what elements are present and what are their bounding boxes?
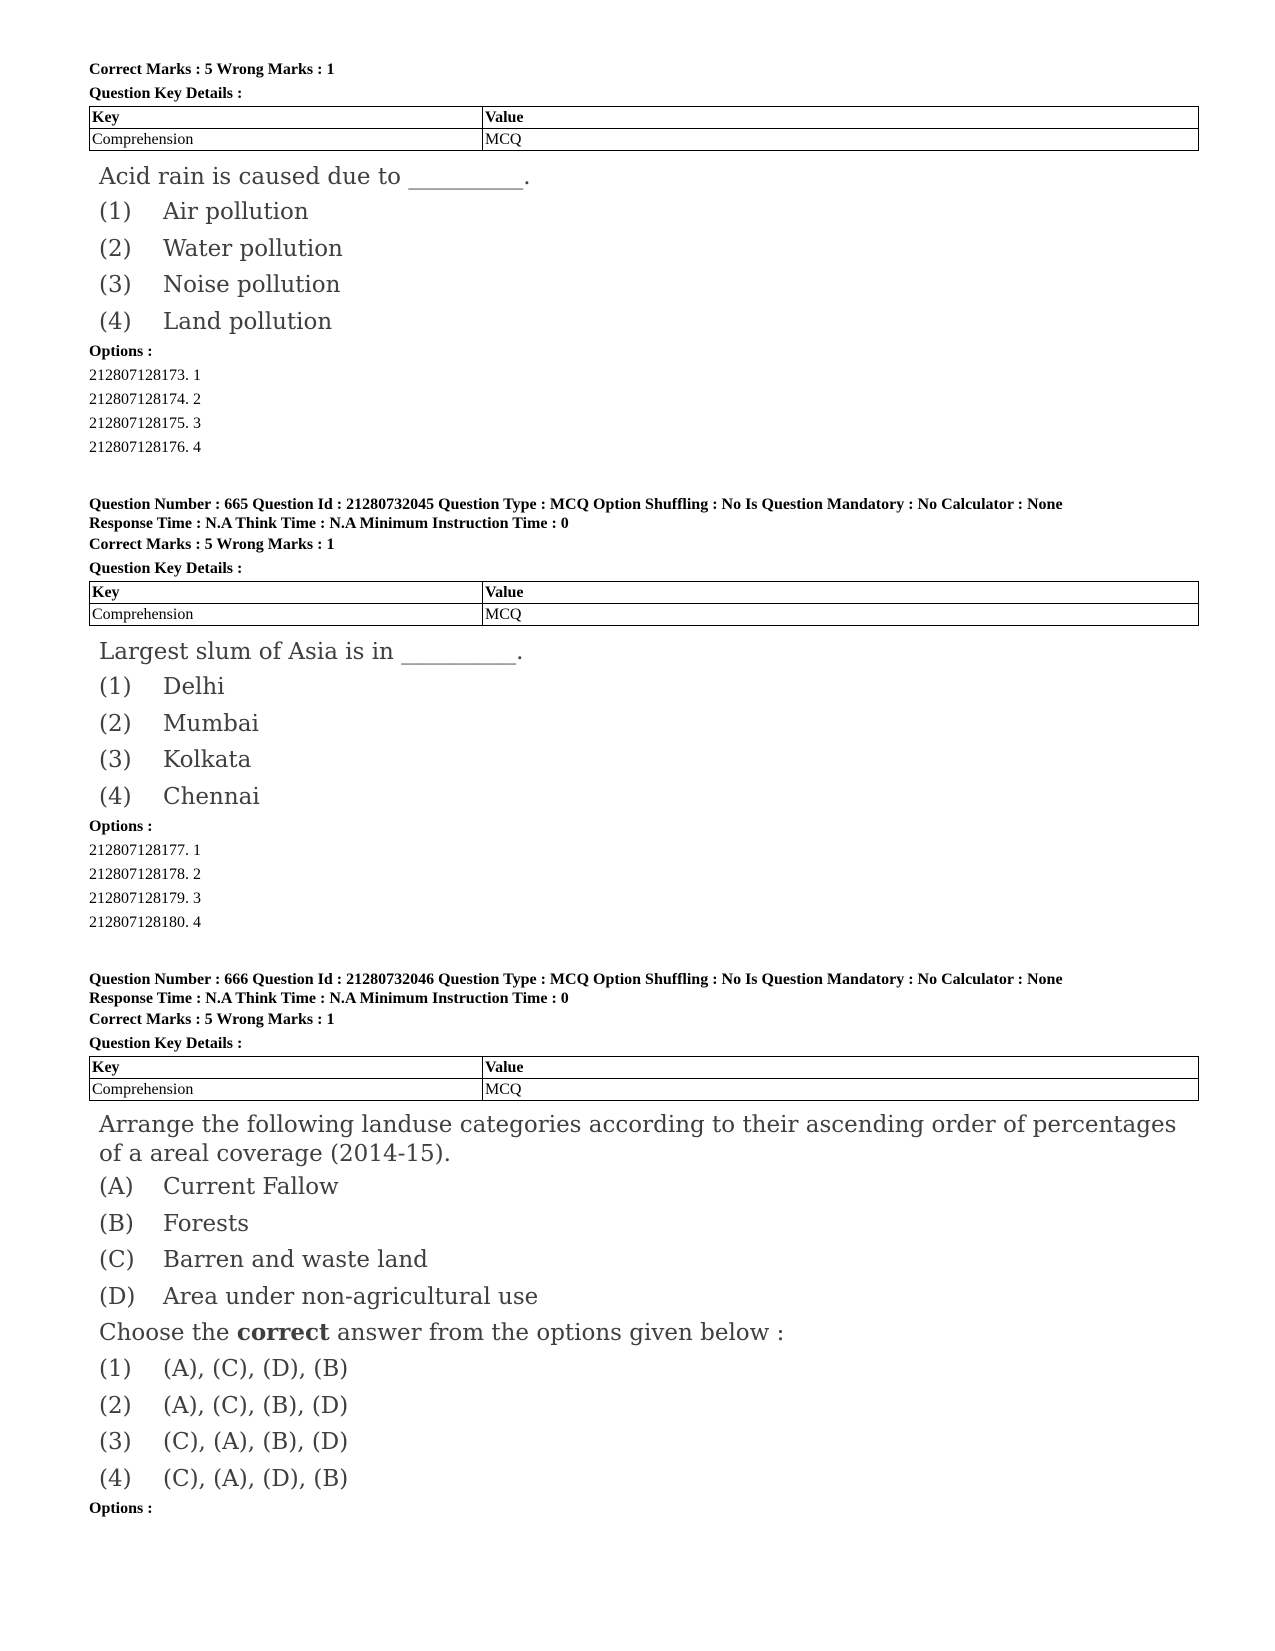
choice-number: (1): [99, 199, 132, 225]
list-item: [99, 1279, 1199, 1316]
instruction-post: answer from the options given below :: [329, 1320, 785, 1346]
choice-item: [99, 267, 1199, 304]
choice-item: [99, 669, 1199, 706]
table-row: [90, 129, 1199, 151]
question-meta-line1: Question Number : 666 Question Id : 21280732046 Question Type : MCQ Option Shuffling : No Is Question Mandatory : No Calculator : None: [89, 971, 1063, 988]
item-text: Forests: [163, 1210, 250, 1237]
question-image: [89, 1107, 1199, 1497]
instruction-text: [99, 1315, 1199, 1351]
choice-number: (4): [99, 783, 132, 810]
list-item: [99, 1169, 1199, 1206]
item-text: Current Fallow: [163, 1174, 339, 1200]
choice-number: (3): [99, 272, 132, 298]
choice-item: [99, 706, 1199, 743]
key-details-label: Question Key Details :: [89, 560, 243, 577]
option-row: 212807128173. 1: [89, 367, 201, 384]
table-header-row: [90, 107, 1199, 129]
table-header-row: [90, 582, 1199, 604]
marks-line: Correct Marks : 5 Wrong Marks : 1: [89, 61, 335, 78]
value-cell: MCQ: [483, 129, 1199, 151]
choice-text: (C), (A), (D), (B): [163, 1465, 349, 1492]
instruction-pre: Choose the: [99, 1320, 237, 1346]
key-details-label: Question Key Details :: [89, 1035, 243, 1052]
question-block-666: [89, 970, 1199, 1521]
question-text: Largest slum of Asia is in __________.: [99, 639, 524, 665]
choice-number: (4): [99, 308, 132, 335]
item-letter: (B): [99, 1210, 134, 1237]
option-row: 212807128175. 3: [89, 415, 201, 432]
choice-text: (A), (C), (B), (D): [163, 1392, 349, 1419]
choice-number: (2): [99, 710, 132, 737]
value-header: Value: [483, 1057, 1199, 1079]
choice-item: [99, 779, 1199, 816]
document-page: [89, 58, 1199, 1521]
choice-number: (1): [99, 1356, 132, 1382]
marks-line: Correct Marks : 5 Wrong Marks : 1: [89, 1011, 335, 1028]
option-row: 212807128176. 4: [89, 439, 201, 456]
question-block-665: [89, 495, 1199, 935]
option-row: 212807128180. 4: [89, 914, 201, 931]
question-image: [89, 632, 1199, 815]
choice-text: Noise pollution: [163, 272, 341, 298]
choice-number: (4): [99, 1465, 132, 1492]
table-row: [90, 604, 1199, 626]
key-cell: Comprehension: [90, 1079, 483, 1101]
table-row: [90, 1079, 1199, 1101]
question-block-664: [89, 58, 1199, 460]
question-meta-line1: Question Number : 665 Question Id : 21280732045 Question Type : MCQ Option Shuffling : No Is Question Mandatory : No Calculator : None: [89, 496, 1063, 513]
choice-text: Chennai: [163, 783, 260, 810]
key-value-table: [89, 1056, 1199, 1101]
choice-text: (A), (C), (D), (B): [163, 1356, 349, 1382]
item-letter: (A): [99, 1174, 134, 1200]
question-meta-line2: Response Time : N.A Think Time : N.A Minimum Instruction Time : 0: [89, 515, 569, 532]
choice-number: (3): [99, 1429, 132, 1455]
option-row: 212807128178. 2: [89, 866, 201, 883]
question-text: Acid rain is caused due to __________.: [99, 164, 531, 190]
choice-text: Kolkata: [163, 747, 252, 773]
key-value-table: [89, 581, 1199, 626]
key-value-table: [89, 106, 1199, 151]
choice-item: [99, 742, 1199, 779]
list-item: [99, 1206, 1199, 1243]
key-cell: Comprehension: [90, 129, 483, 151]
question-image: [89, 157, 1199, 340]
choice-item: [99, 1461, 1199, 1498]
value-header: Value: [483, 582, 1199, 604]
choice-text: (C), (A), (B), (D): [163, 1429, 349, 1455]
marks-line: Correct Marks : 5 Wrong Marks : 1: [89, 536, 335, 553]
key-cell: Comprehension: [90, 604, 483, 626]
options-label: Options :: [89, 1500, 153, 1517]
choice-number: (2): [99, 235, 132, 262]
table-header-row: [90, 1057, 1199, 1079]
choice-number: (3): [99, 747, 132, 773]
spacer: [89, 935, 1199, 970]
question-text: Arrange the following landuse categories according to their ascending order of percentages of a areal coverage (2014-15).: [99, 1112, 1177, 1167]
choice-number: (1): [99, 674, 132, 700]
value-cell: MCQ: [483, 1079, 1199, 1101]
choice-text: Mumbai: [163, 710, 259, 737]
key-header: Key: [90, 582, 483, 604]
key-header: Key: [90, 1057, 483, 1079]
choice-text: Air pollution: [163, 199, 309, 225]
choice-item: [99, 1424, 1199, 1461]
list-item: [99, 1242, 1199, 1279]
choice-text: Water pollution: [163, 235, 343, 262]
key-details-label: Question Key Details :: [89, 85, 243, 102]
instruction-bold: correct: [236, 1319, 330, 1346]
options-label: Options :: [89, 343, 153, 360]
item-text: Area under non-agricultural use: [163, 1283, 539, 1310]
key-header: Key: [90, 107, 483, 129]
choice-item: [99, 231, 1199, 268]
item-text: Barren and waste land: [163, 1247, 428, 1273]
choice-text: Land pollution: [163, 308, 333, 335]
value-header: Value: [483, 107, 1199, 129]
spacer: [89, 460, 1199, 495]
choice-item: [99, 194, 1199, 231]
option-row: 212807128177. 1: [89, 842, 201, 859]
choice-text: Delhi: [163, 674, 225, 700]
value-cell: MCQ: [483, 604, 1199, 626]
question-meta-line2: Response Time : N.A Think Time : N.A Minimum Instruction Time : 0: [89, 990, 569, 1007]
choice-item: [99, 1388, 1199, 1425]
choice-item: [99, 1351, 1199, 1388]
item-letter: (D): [99, 1283, 136, 1310]
options-label: Options :: [89, 818, 153, 835]
choice-number: (2): [99, 1392, 132, 1419]
item-letter: (C): [99, 1247, 135, 1273]
option-row: 212807128174. 2: [89, 391, 201, 408]
choice-item: [99, 304, 1199, 341]
option-row: 212807128179. 3: [89, 890, 201, 907]
